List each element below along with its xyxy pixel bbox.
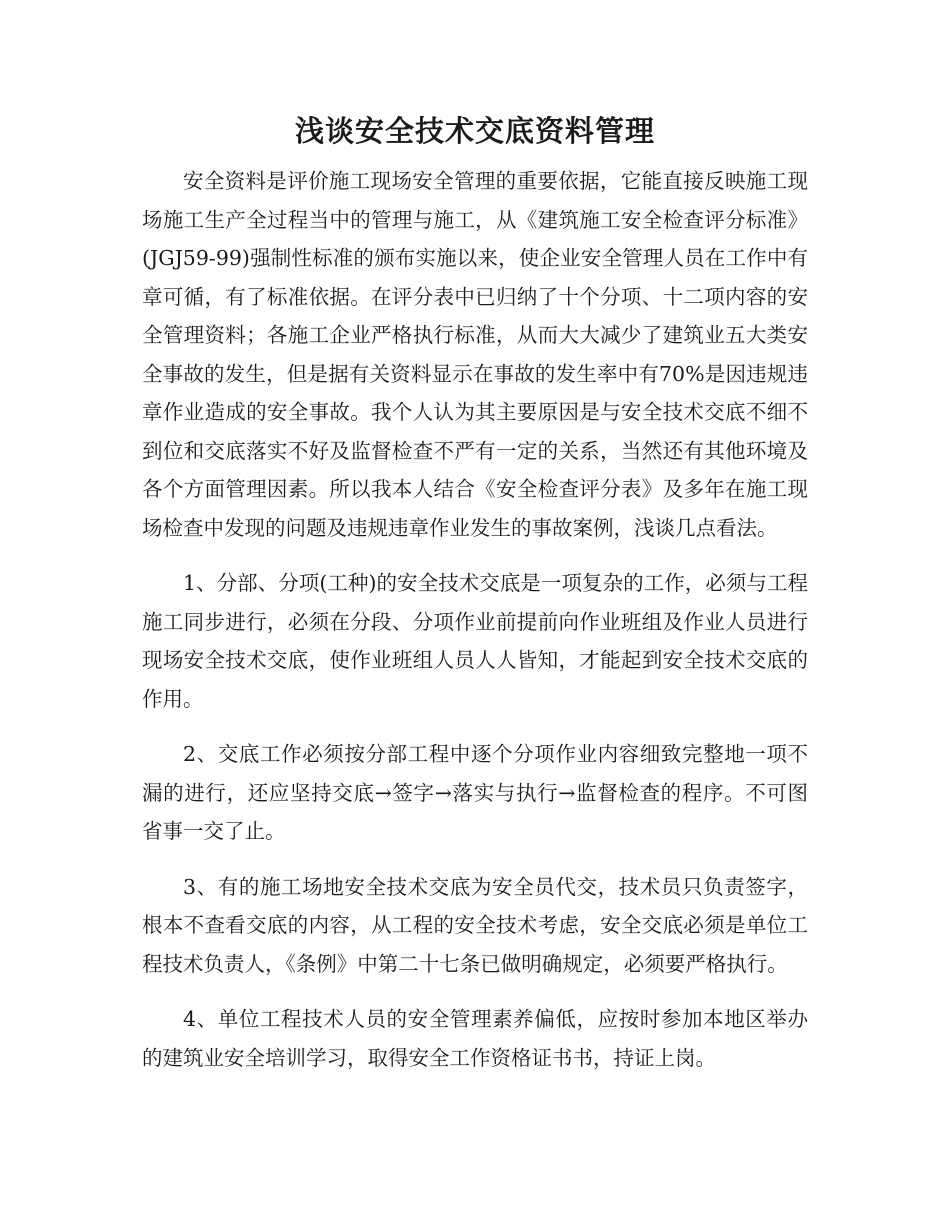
point-2-paragraph: 2、交底工作必须按分部工程中逐个分项作业内容细致完整地一项不漏的进行，还应坚持交底→签字→落实与执行→监督检查的程序。不可图省事一交了止。 — [142, 742, 808, 843]
point-3-paragraph: 3、有的施工场地安全技术交底为安全员代交，技术员只负责签字，根本不查看交底的内容，从工程的安全技术考虑，安全交底必须是单位工程技术负责人，《条例》中第二十七条已做明确规定，必须要严格执行。 — [142, 874, 808, 976]
point-1-paragraph: 1、分部、分项(工种)的安全技术交底是一项复杂的工作，必须与工程施工同步进行，必须在分段、分项作业前提前向作业班组及作业人员进行现场安全技术交底，使作业班组人员人人皆知，才能起到安全技术交底的作用。 — [142, 571, 808, 711]
document-title: 浅谈安全技术交底资料管理 — [294, 114, 655, 148]
document-body — [142, 162, 808, 1077]
intro-paragraph: 安全资料是评价施工现场安全管理的重要依据，它能直接反映施工现场施工生产全过程当中的管理与施工，从《建筑施工安全检查评分标准》(JGJ59-99)强制性标准的颁布实施以来，使企业安全管理人员在工作中有章可循，有了标准依据。在评分表中已归纳了十个分项、十二项内容的安全管理资料；各施工企业严格执行标准，从而大大减少了建筑业五大类安全事故的发生，但是据有关资料显示在事故的发生率中有70%是因违规违章作业造成的安全事故。我个人认为其主要原因是与安全技术交底不细不到位和交底落实不好及监督检查不严有一定的关系，当然还有其他环境及各个方面管理因素。所以我本人结合《安全检查评分表》及多年在施工现场检查中发现的问题及违规违章作业发生的事故案例，浅谈几点看法。 — [142, 169, 808, 540]
point-4-paragraph: 4、单位工程技术人员的安全管理素养偏低，应按时参加本地区举办的建筑业安全培训学习，取得安全工作资格证书书，持证上岗。 — [142, 1007, 808, 1070]
